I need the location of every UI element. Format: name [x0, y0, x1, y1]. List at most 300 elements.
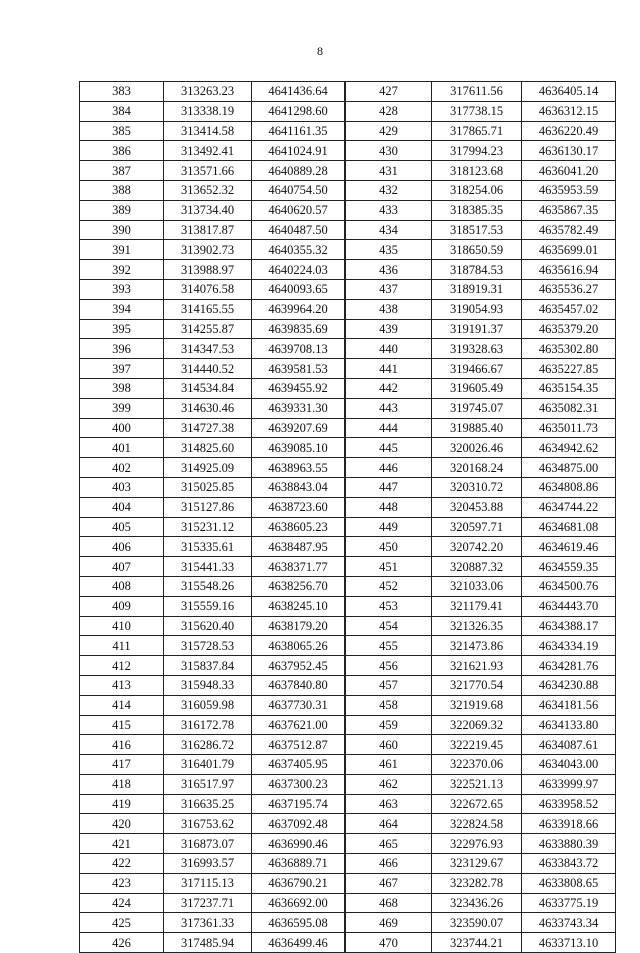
point-number-cell: 441 [346, 359, 432, 379]
point-number-cell: 439 [346, 319, 432, 339]
point-number-cell: 396 [80, 339, 164, 359]
x-coordinate-cell: 319745.07 [432, 398, 522, 418]
table-row [346, 913, 616, 933]
y-coordinate-cell: 4638843.04 [252, 477, 345, 497]
point-number-cell: 394 [80, 299, 164, 319]
y-coordinate-cell: 4633775.19 [522, 893, 616, 913]
table-row [346, 497, 616, 517]
x-coordinate-cell: 317237.71 [164, 893, 252, 913]
table-row [80, 576, 345, 596]
x-coordinate-cell: 321621.93 [432, 656, 522, 676]
x-coordinate-cell: 321919.68 [432, 695, 522, 715]
y-coordinate-cell: 4635457.02 [522, 299, 616, 319]
table-row [346, 477, 616, 497]
table-row [80, 794, 345, 814]
table-row [80, 636, 345, 656]
y-coordinate-cell: 4635154.35 [522, 378, 616, 398]
x-coordinate-cell: 316873.07 [164, 834, 252, 854]
point-number-cell: 470 [346, 933, 432, 953]
y-coordinate-cell: 4637195.74 [252, 794, 345, 814]
table-row [80, 656, 345, 676]
table-row [80, 735, 345, 755]
point-number-cell: 389 [80, 200, 164, 220]
point-number-cell: 383 [80, 82, 164, 102]
y-coordinate-cell: 4634559.35 [522, 557, 616, 577]
y-coordinate-cell: 4635699.01 [522, 240, 616, 260]
point-number-cell: 454 [346, 616, 432, 636]
x-coordinate-cell: 317485.94 [164, 933, 252, 953]
y-coordinate-cell: 4640754.50 [252, 180, 345, 200]
y-coordinate-cell: 4638065.26 [252, 636, 345, 656]
table-row [346, 656, 616, 676]
x-coordinate-cell: 313902.73 [164, 240, 252, 260]
table-row [80, 854, 345, 874]
point-number-cell: 457 [346, 675, 432, 695]
table-row [346, 279, 616, 299]
x-coordinate-cell: 314440.52 [164, 359, 252, 379]
point-number-cell: 461 [346, 755, 432, 775]
table-row [346, 814, 616, 834]
point-number-cell: 413 [80, 675, 164, 695]
y-coordinate-cell: 4633713.10 [522, 933, 616, 953]
point-number-cell: 410 [80, 616, 164, 636]
point-number-cell: 450 [346, 537, 432, 557]
point-number-cell: 455 [346, 636, 432, 656]
table-row [80, 596, 345, 616]
table-row [80, 279, 345, 299]
point-number-cell: 436 [346, 260, 432, 280]
point-number-cell: 395 [80, 319, 164, 339]
point-number-cell: 451 [346, 557, 432, 577]
y-coordinate-cell: 4639331.30 [252, 398, 345, 418]
table-row [80, 220, 345, 240]
y-coordinate-cell: 4636130.17 [522, 141, 616, 161]
x-coordinate-cell: 320026.46 [432, 438, 522, 458]
table-row [346, 101, 616, 121]
table-row [80, 774, 345, 794]
x-coordinate-cell: 315948.33 [164, 675, 252, 695]
point-number-cell: 444 [346, 418, 432, 438]
x-coordinate-cell: 315441.33 [164, 557, 252, 577]
x-coordinate-cell: 318650.59 [432, 240, 522, 260]
y-coordinate-cell: 4640487.50 [252, 220, 345, 240]
x-coordinate-cell: 313734.40 [164, 200, 252, 220]
table-row [80, 675, 345, 695]
x-coordinate-cell: 322370.06 [432, 755, 522, 775]
table-row [80, 319, 345, 339]
y-coordinate-cell: 4636990.46 [252, 834, 345, 854]
y-coordinate-cell: 4636595.08 [252, 913, 345, 933]
y-coordinate-cell: 4639455.92 [252, 378, 345, 398]
y-coordinate-cell: 4634087.61 [522, 735, 616, 755]
table-row [346, 854, 616, 874]
x-coordinate-cell: 322521.13 [432, 774, 522, 794]
point-number-cell: 448 [346, 497, 432, 517]
x-coordinate-cell: 315728.53 [164, 636, 252, 656]
table-row [80, 141, 345, 161]
x-coordinate-cell: 314165.55 [164, 299, 252, 319]
point-number-cell: 465 [346, 834, 432, 854]
point-number-cell: 393 [80, 279, 164, 299]
y-coordinate-cell: 4635011.73 [522, 418, 616, 438]
table-row [346, 339, 616, 359]
y-coordinate-cell: 4640355.32 [252, 240, 345, 260]
point-number-cell: 442 [346, 378, 432, 398]
table-row [346, 319, 616, 339]
x-coordinate-cell: 313263.23 [164, 82, 252, 102]
table-row [346, 299, 616, 319]
y-coordinate-cell: 4634875.00 [522, 458, 616, 478]
point-number-cell: 402 [80, 458, 164, 478]
y-coordinate-cell: 4636692.00 [252, 893, 345, 913]
table-row [80, 260, 345, 280]
x-coordinate-cell: 314347.53 [164, 339, 252, 359]
x-coordinate-cell: 321326.35 [432, 616, 522, 636]
point-number-cell: 463 [346, 794, 432, 814]
x-coordinate-cell: 318784.53 [432, 260, 522, 280]
y-coordinate-cell: 4636220.49 [522, 121, 616, 141]
table-row [80, 913, 345, 933]
table-row [80, 82, 345, 102]
x-coordinate-cell: 313338.19 [164, 101, 252, 121]
table-row [80, 755, 345, 775]
y-coordinate-cell: 4639581.53 [252, 359, 345, 379]
table-row [346, 636, 616, 656]
point-number-cell: 412 [80, 656, 164, 676]
x-coordinate-cell: 313652.32 [164, 180, 252, 200]
table-row [80, 695, 345, 715]
y-coordinate-cell: 4638245.10 [252, 596, 345, 616]
x-coordinate-cell: 315620.40 [164, 616, 252, 636]
x-coordinate-cell: 321179.41 [432, 596, 522, 616]
table-row [346, 359, 616, 379]
point-number-cell: 408 [80, 576, 164, 596]
point-number-cell: 456 [346, 656, 432, 676]
point-number-cell: 407 [80, 557, 164, 577]
point-number-cell: 399 [80, 398, 164, 418]
x-coordinate-cell: 320887.32 [432, 557, 522, 577]
table-row [80, 240, 345, 260]
table-row [80, 398, 345, 418]
x-coordinate-cell: 315837.84 [164, 656, 252, 676]
point-number-cell: 424 [80, 893, 164, 913]
point-number-cell: 435 [346, 240, 432, 260]
y-coordinate-cell: 4633958.52 [522, 794, 616, 814]
y-coordinate-cell: 4637730.31 [252, 695, 345, 715]
y-coordinate-cell: 4639708.13 [252, 339, 345, 359]
point-number-cell: 469 [346, 913, 432, 933]
x-coordinate-cell: 315548.26 [164, 576, 252, 596]
y-coordinate-cell: 4639085.10 [252, 438, 345, 458]
table-row [80, 616, 345, 636]
x-coordinate-cell: 315231.12 [164, 517, 252, 537]
table-row [346, 834, 616, 854]
x-coordinate-cell: 323744.21 [432, 933, 522, 953]
point-number-cell: 404 [80, 497, 164, 517]
table-row [80, 339, 345, 359]
y-coordinate-cell: 4641298.60 [252, 101, 345, 121]
point-number-cell: 403 [80, 477, 164, 497]
table-row [346, 121, 616, 141]
x-coordinate-cell: 314255.87 [164, 319, 252, 339]
x-coordinate-cell: 321473.86 [432, 636, 522, 656]
y-coordinate-cell: 4634230.88 [522, 675, 616, 695]
y-coordinate-cell: 4634942.62 [522, 438, 616, 458]
y-coordinate-cell: 4636790.21 [252, 873, 345, 893]
point-number-cell: 400 [80, 418, 164, 438]
x-coordinate-cell: 314727.38 [164, 418, 252, 438]
x-coordinate-cell: 314925.09 [164, 458, 252, 478]
x-coordinate-cell: 316286.72 [164, 735, 252, 755]
y-coordinate-cell: 4635302.80 [522, 339, 616, 359]
point-number-cell: 417 [80, 755, 164, 775]
point-number-cell: 452 [346, 576, 432, 596]
point-number-cell: 388 [80, 180, 164, 200]
table-row [346, 675, 616, 695]
y-coordinate-cell: 4634133.80 [522, 715, 616, 735]
table-row [80, 893, 345, 913]
x-coordinate-cell: 319191.37 [432, 319, 522, 339]
point-number-cell: 422 [80, 854, 164, 874]
x-coordinate-cell: 321033.06 [432, 576, 522, 596]
table-row [346, 378, 616, 398]
x-coordinate-cell: 313414.58 [164, 121, 252, 141]
y-coordinate-cell: 4638256.70 [252, 576, 345, 596]
y-coordinate-cell: 4633999.97 [522, 774, 616, 794]
x-coordinate-cell: 319605.49 [432, 378, 522, 398]
x-coordinate-cell: 318254.06 [432, 180, 522, 200]
x-coordinate-cell: 315559.16 [164, 596, 252, 616]
point-number-cell: 386 [80, 141, 164, 161]
x-coordinate-cell: 323590.07 [432, 913, 522, 933]
table-row [80, 497, 345, 517]
y-coordinate-cell: 4635953.59 [522, 180, 616, 200]
y-coordinate-cell: 4640224.03 [252, 260, 345, 280]
table-row [346, 200, 616, 220]
x-coordinate-cell: 320310.72 [432, 477, 522, 497]
table-row [346, 873, 616, 893]
y-coordinate-cell: 4638963.55 [252, 458, 345, 478]
y-coordinate-cell: 4640620.57 [252, 200, 345, 220]
x-coordinate-cell: 318123.68 [432, 161, 522, 181]
x-coordinate-cell: 322672.65 [432, 794, 522, 814]
x-coordinate-cell: 319328.63 [432, 339, 522, 359]
table-row [346, 893, 616, 913]
table-row [80, 121, 345, 141]
point-number-cell: 426 [80, 933, 164, 953]
x-coordinate-cell: 323129.67 [432, 854, 522, 874]
x-coordinate-cell: 322976.93 [432, 834, 522, 854]
table-row [346, 438, 616, 458]
point-number-cell: 445 [346, 438, 432, 458]
point-number-cell: 425 [80, 913, 164, 933]
table-row [80, 161, 345, 181]
point-number-cell: 449 [346, 517, 432, 537]
x-coordinate-cell: 313817.87 [164, 220, 252, 240]
point-number-cell: 459 [346, 715, 432, 735]
table-row [80, 180, 345, 200]
x-coordinate-cell: 316517.97 [164, 774, 252, 794]
table-row [346, 180, 616, 200]
x-coordinate-cell: 313492.41 [164, 141, 252, 161]
x-coordinate-cell: 321770.54 [432, 675, 522, 695]
y-coordinate-cell: 4635867.35 [522, 200, 616, 220]
x-coordinate-cell: 322069.32 [432, 715, 522, 735]
x-coordinate-cell: 320168.24 [432, 458, 522, 478]
y-coordinate-cell: 4633918.66 [522, 814, 616, 834]
point-number-cell: 468 [346, 893, 432, 913]
y-coordinate-cell: 4637405.95 [252, 755, 345, 775]
point-number-cell: 390 [80, 220, 164, 240]
table-row [346, 735, 616, 755]
table-row [80, 715, 345, 735]
y-coordinate-cell: 4637512.87 [252, 735, 345, 755]
table-row [346, 458, 616, 478]
y-coordinate-cell: 4638605.23 [252, 517, 345, 537]
x-coordinate-cell: 316753.62 [164, 814, 252, 834]
y-coordinate-cell: 4636405.14 [522, 82, 616, 102]
page-number: 8 [317, 44, 323, 58]
y-coordinate-cell: 4638487.95 [252, 537, 345, 557]
table-row [80, 814, 345, 834]
x-coordinate-cell: 314534.84 [164, 378, 252, 398]
table-row [346, 755, 616, 775]
table-row [80, 359, 345, 379]
x-coordinate-cell: 320597.71 [432, 517, 522, 537]
table-row [80, 458, 345, 478]
point-number-cell: 430 [346, 141, 432, 161]
y-coordinate-cell: 4641024.91 [252, 141, 345, 161]
x-coordinate-cell: 317115.13 [164, 873, 252, 893]
table-row [346, 220, 616, 240]
point-number-cell: 385 [80, 121, 164, 141]
point-number-cell: 464 [346, 814, 432, 834]
x-coordinate-cell: 317994.23 [432, 141, 522, 161]
y-coordinate-cell: 4638179.20 [252, 616, 345, 636]
y-coordinate-cell: 4634681.08 [522, 517, 616, 537]
table-row [346, 933, 616, 953]
point-number-cell: 392 [80, 260, 164, 280]
x-coordinate-cell: 318385.35 [432, 200, 522, 220]
y-coordinate-cell: 4634388.17 [522, 616, 616, 636]
x-coordinate-cell: 319466.67 [432, 359, 522, 379]
table-row [80, 834, 345, 854]
table-row [346, 161, 616, 181]
y-coordinate-cell: 4636041.20 [522, 161, 616, 181]
table-row [346, 240, 616, 260]
table-row [80, 477, 345, 497]
y-coordinate-cell: 4634808.86 [522, 477, 616, 497]
point-number-cell: 411 [80, 636, 164, 656]
x-coordinate-cell: 319885.40 [432, 418, 522, 438]
point-number-cell: 398 [80, 378, 164, 398]
point-number-cell: 418 [80, 774, 164, 794]
table-row [346, 82, 616, 102]
y-coordinate-cell: 4638371.77 [252, 557, 345, 577]
x-coordinate-cell: 316059.98 [164, 695, 252, 715]
point-number-cell: 433 [346, 200, 432, 220]
y-coordinate-cell: 4634500.76 [522, 576, 616, 596]
table-row [346, 557, 616, 577]
y-coordinate-cell: 4637952.45 [252, 656, 345, 676]
y-coordinate-cell: 4634334.19 [522, 636, 616, 656]
point-number-cell: 466 [346, 854, 432, 874]
y-coordinate-cell: 4635379.20 [522, 319, 616, 339]
table-row [80, 101, 345, 121]
point-number-cell: 406 [80, 537, 164, 557]
point-number-cell: 458 [346, 695, 432, 715]
table-row [346, 517, 616, 537]
point-number-cell: 428 [346, 101, 432, 121]
x-coordinate-cell: 318919.31 [432, 279, 522, 299]
x-coordinate-cell: 316635.25 [164, 794, 252, 814]
x-coordinate-cell: 323282.78 [432, 873, 522, 893]
point-number-cell: 431 [346, 161, 432, 181]
y-coordinate-cell: 4637300.23 [252, 774, 345, 794]
table-row [346, 418, 616, 438]
point-number-cell: 443 [346, 398, 432, 418]
y-coordinate-cell: 4635082.31 [522, 398, 616, 418]
y-coordinate-cell: 4634619.46 [522, 537, 616, 557]
y-coordinate-cell: 4637840.80 [252, 675, 345, 695]
table-row [346, 141, 616, 161]
point-number-cell: 432 [346, 180, 432, 200]
table-row [346, 576, 616, 596]
table-row [80, 557, 345, 577]
point-number-cell: 427 [346, 82, 432, 102]
table-row [80, 517, 345, 537]
x-coordinate-cell: 320742.20 [432, 537, 522, 557]
table-row [80, 438, 345, 458]
point-number-cell: 420 [80, 814, 164, 834]
coordinates-table-left [79, 81, 345, 953]
y-coordinate-cell: 4635616.94 [522, 260, 616, 280]
y-coordinate-cell: 4634744.22 [522, 497, 616, 517]
y-coordinate-cell: 4633743.34 [522, 913, 616, 933]
point-number-cell: 384 [80, 101, 164, 121]
point-number-cell: 462 [346, 774, 432, 794]
y-coordinate-cell: 4634443.70 [522, 596, 616, 616]
table-row [80, 537, 345, 557]
table-row [80, 378, 345, 398]
point-number-cell: 460 [346, 735, 432, 755]
point-number-cell: 401 [80, 438, 164, 458]
x-coordinate-cell: 322219.45 [432, 735, 522, 755]
table-row [346, 794, 616, 814]
table-row [80, 200, 345, 220]
point-number-cell: 397 [80, 359, 164, 379]
point-number-cell: 446 [346, 458, 432, 478]
x-coordinate-cell: 316993.57 [164, 854, 252, 874]
y-coordinate-cell: 4641161.35 [252, 121, 345, 141]
y-coordinate-cell: 4635782.49 [522, 220, 616, 240]
y-coordinate-cell: 4633880.39 [522, 834, 616, 854]
x-coordinate-cell: 316172.78 [164, 715, 252, 735]
x-coordinate-cell: 317611.56 [432, 82, 522, 102]
y-coordinate-cell: 4637621.00 [252, 715, 345, 735]
y-coordinate-cell: 4633808.65 [522, 873, 616, 893]
y-coordinate-cell: 4634043.00 [522, 755, 616, 775]
point-number-cell: 421 [80, 834, 164, 854]
x-coordinate-cell: 318517.53 [432, 220, 522, 240]
point-number-cell: 429 [346, 121, 432, 141]
table-row [80, 299, 345, 319]
y-coordinate-cell: 4635227.85 [522, 359, 616, 379]
table-row [346, 260, 616, 280]
table-row [80, 418, 345, 438]
x-coordinate-cell: 314076.58 [164, 279, 252, 299]
x-coordinate-cell: 314630.46 [164, 398, 252, 418]
